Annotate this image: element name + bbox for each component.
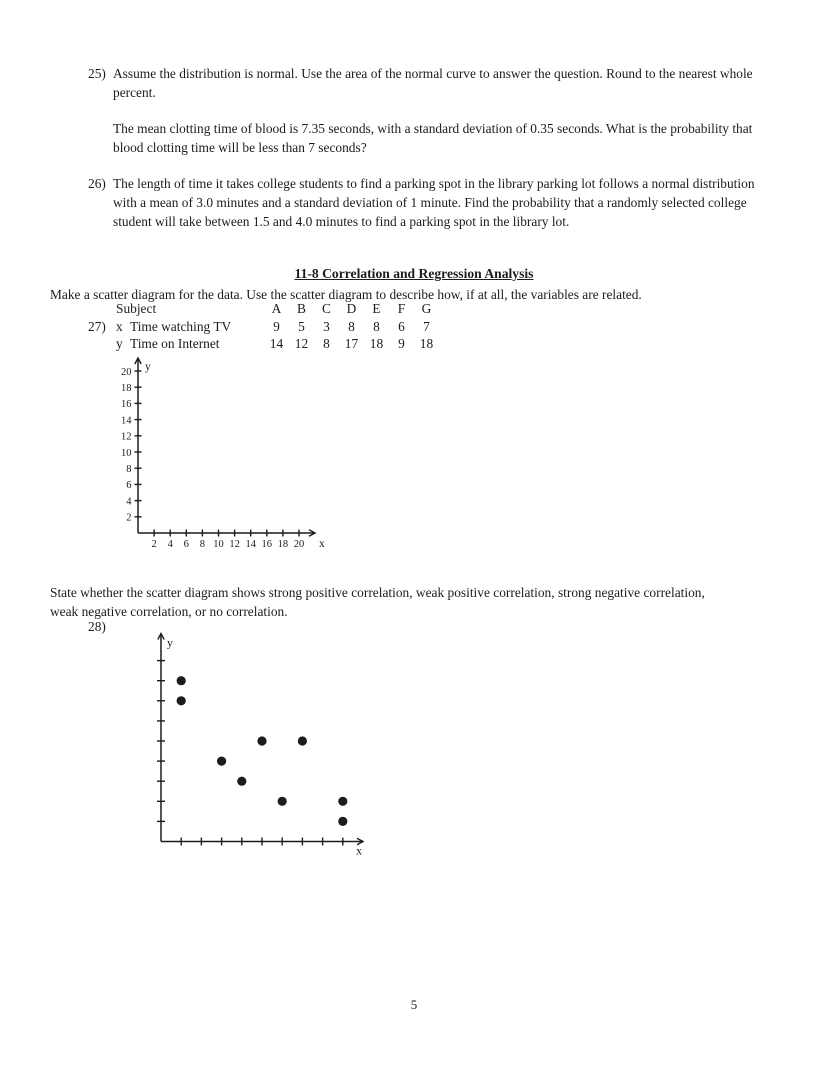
table-cell: 8 xyxy=(323,336,330,352)
table-cell: 17 xyxy=(344,336,359,352)
svg-text:14: 14 xyxy=(121,415,132,427)
table-column-header: B xyxy=(297,301,306,316)
svg-text:20: 20 xyxy=(293,539,305,550)
table-column-header: C xyxy=(322,301,331,316)
svg-text:y: y xyxy=(167,635,173,650)
svg-text:10: 10 xyxy=(121,447,132,459)
section-instructions: Make a scatter diagram for the data. Use the scatter diagram to describe how, if at all, the variables are related. xyxy=(50,287,642,302)
svg-text:8: 8 xyxy=(199,539,206,550)
question-26-body xyxy=(113,174,773,231)
svg-text:4: 4 xyxy=(126,496,132,508)
table-cell: 9 xyxy=(273,318,280,334)
svg-text:8: 8 xyxy=(126,464,132,475)
svg-text:10: 10 xyxy=(213,539,224,550)
svg-text:6: 6 xyxy=(183,539,189,550)
question-27-data-table xyxy=(88,300,439,353)
svg-text:18: 18 xyxy=(277,539,289,550)
table-spacer xyxy=(88,300,116,318)
table-cell: 7 xyxy=(423,318,430,334)
svg-text:12: 12 xyxy=(121,431,132,443)
table-row-y xyxy=(88,335,439,353)
table-spacer xyxy=(88,335,116,353)
table-column-header: F xyxy=(397,301,406,316)
table-cell: 18 xyxy=(369,336,384,352)
table-cell: 9 xyxy=(398,336,405,352)
question-26-problem: The length of time it takes college students to find a parking spot in the library parking lot follows a normal distribution with a mean of 3.0 minutes and a standard deviation of 1 minute. Find the probability that a randomly selected college student will take between 1.5 and 4.0 minutes to find a parking spot in the library lot. xyxy=(113,176,755,229)
row-variable: x xyxy=(116,318,123,334)
table-corner-label: Subject xyxy=(116,301,157,316)
table-header-row xyxy=(88,300,439,318)
table-cell: 8 xyxy=(348,318,355,334)
svg-text:y: y xyxy=(145,361,151,373)
question-25-body xyxy=(113,64,768,157)
table-row-header xyxy=(116,335,264,353)
svg-text:x: x xyxy=(319,538,325,550)
row-name: Time watching TV xyxy=(130,318,232,334)
svg-text:20: 20 xyxy=(121,366,132,378)
svg-text:14: 14 xyxy=(245,539,256,550)
question-25-number: 25) xyxy=(88,66,106,81)
question-28-number: 28) xyxy=(88,619,106,634)
table-row-x xyxy=(88,318,439,336)
table-row-header xyxy=(116,318,264,336)
svg-text:16: 16 xyxy=(261,539,273,550)
question-26-number: 26) xyxy=(88,176,106,191)
svg-text:18: 18 xyxy=(121,383,132,394)
table-cell: 14 xyxy=(269,336,284,352)
svg-text:12: 12 xyxy=(229,539,240,550)
question-28-scatter-plot xyxy=(148,626,380,868)
question-25-problem: The mean clotting time of blood is 7.35 seconds, with a standard deviation of 0.35 seconds. What is the probability that blood clotting time will be less than 7 seconds? xyxy=(113,121,753,155)
row-name: Time on Internet xyxy=(130,336,220,352)
section-title: 11-8 Correlation and Regression Analysis xyxy=(294,266,534,281)
table-column-header: E xyxy=(372,301,381,316)
page-number: 5 xyxy=(410,997,418,1012)
table-column-header: G xyxy=(421,301,432,316)
question-27-blank-scatter-grid xyxy=(118,356,330,558)
question-27-number: 27) xyxy=(88,318,106,334)
table-cell: 5 xyxy=(298,318,305,334)
question-26 xyxy=(88,174,773,231)
table-cell: 12 xyxy=(294,336,309,352)
table-cell: 6 xyxy=(398,318,405,334)
svg-text:4: 4 xyxy=(167,539,173,550)
svg-text:2: 2 xyxy=(126,512,132,524)
question-25 xyxy=(88,64,768,157)
row-variable: y xyxy=(116,336,123,352)
question-25-instructions: Assume the distribution is normal. Use the area of the normal curve to answer the question. Round to the nearest whole percent. xyxy=(113,66,753,100)
svg-text:6: 6 xyxy=(126,480,132,492)
svg-text:2: 2 xyxy=(151,539,157,550)
table-column-header: D xyxy=(346,301,357,316)
table-column-header: A xyxy=(271,301,282,316)
table-cell: 8 xyxy=(373,318,380,334)
table-cell: 3 xyxy=(323,318,330,334)
svg-text:x: x xyxy=(356,843,362,858)
svg-text:16: 16 xyxy=(121,399,132,411)
table-cell: 18 xyxy=(419,336,434,352)
question-28-instructions: State whether the scatter diagram shows strong positive correlation, weak positive correlation, strong negative correlation, weak negative correlation, or no correlation. xyxy=(50,585,705,619)
